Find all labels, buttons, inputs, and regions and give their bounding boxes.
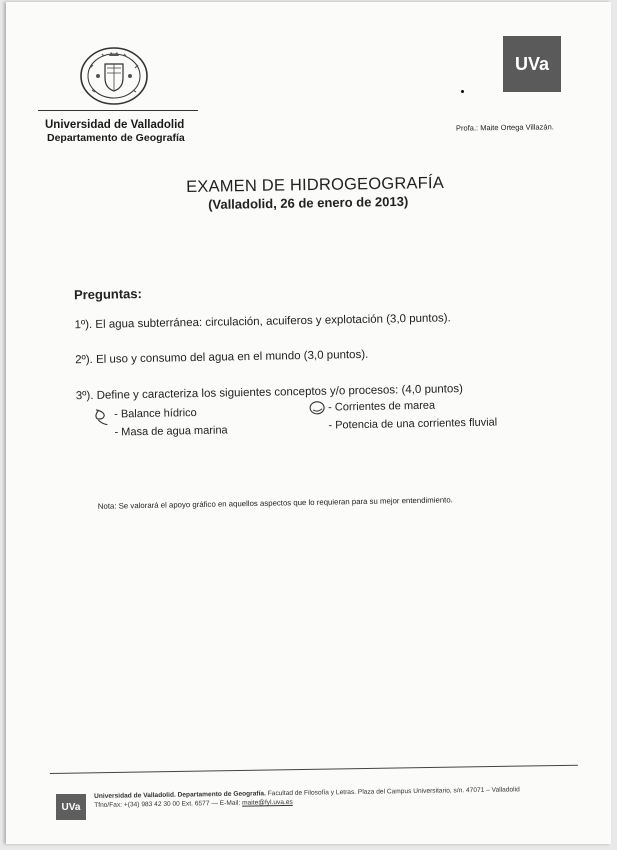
question-2: 2º). El uso y consumo del agua en el mundo (3,0 puntos). [75,348,369,367]
footer-address: Facultad de Filosofía y Letras. Plaza del Campus Universitario, s/n. 47071 – Valladolid [267,786,520,798]
footer-uva-logo: UVa [56,794,86,820]
handwritten-circle-icon [308,400,326,416]
exam-subtitle: (Valladolid, 26 de enero de 2013) [208,193,409,212]
exam-title: EXAMEN DE HIDROGEOGRAFÍA [186,173,445,196]
footer-org: Universidad de Valladolid. Departamento de Geografía. [94,790,266,800]
uva-logo: UVa [503,36,561,92]
question-1: 1º). El agua subterránea: circulación, acuiferos y explotación (3,0 puntos). [74,312,451,332]
questions-heading: Preguntas: [73,285,143,303]
concept-left-2: - Masa de agua marina [114,424,228,439]
concept-left-1: - Balance hídrico [114,407,197,421]
department-name: Departamento de Geografía [47,132,185,144]
exam-page [6,2,611,844]
note-text: Nota: Se valorará el apoyo gráfico en aquellos aspectos que lo requieran para su mejor entendimiento. [97,495,453,511]
professor-name: Profa.: Maite Ortega Villazán. [455,122,554,133]
footer-email-link[interactable]: maite@fyl.uva.es [242,798,293,807]
concept-right-2: - Potencia de una corrientes fluvial [328,416,498,432]
university-name: Universidad de Valladolid [45,119,185,131]
question-3: 3º). Define y caracteriza los siguientes conceptos y/o procesos: (4,0 puntos) [75,383,463,403]
questions-section [6,2,611,844]
handwritten-mark-icon [92,406,112,428]
footer-phone: Tfno/Fax: +(34) 983 42 30 00 Ext. 6577 — E-Mail: [94,799,241,809]
concept-right-1: - Corrientes de marea [327,399,436,414]
